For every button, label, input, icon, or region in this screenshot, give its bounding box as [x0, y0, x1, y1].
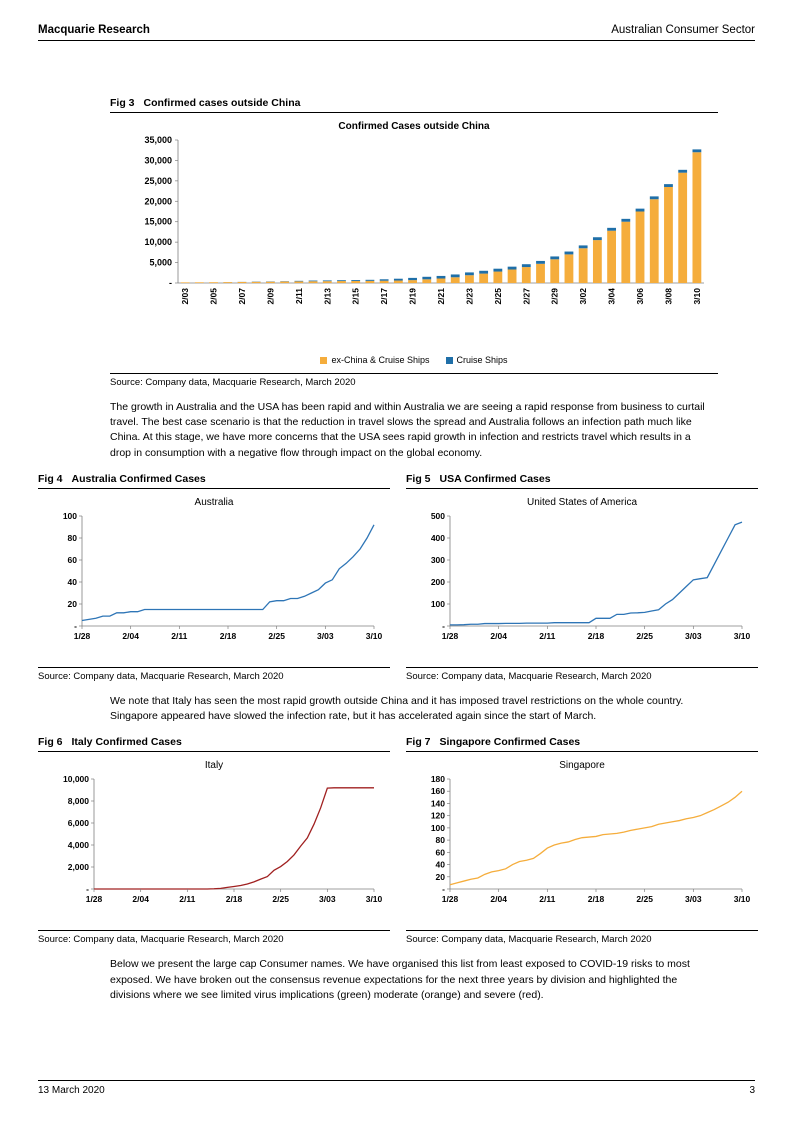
legend-item-exchina [320, 355, 429, 365]
svg-text:10,000: 10,000 [144, 237, 172, 248]
svg-text:2/18: 2/18 [219, 630, 237, 641]
svg-text:2/18: 2/18 [587, 630, 605, 641]
figure-7-title: Singapore Confirmed Cases [439, 736, 581, 749]
svg-text:60: 60 [435, 847, 445, 858]
svg-text:2/04: 2/04 [490, 894, 507, 905]
svg-text:80: 80 [67, 532, 77, 543]
svg-text:2/04: 2/04 [132, 894, 149, 905]
svg-text:3/10: 3/10 [733, 630, 751, 641]
figure-3-legend [110, 355, 718, 365]
figure-4-number: Fig 4 [38, 472, 63, 485]
figure-7-svg [406, 773, 758, 913]
figure-5-source: Source: Company data, Macquarie Research, March 2020 [406, 667, 758, 682]
svg-text:20: 20 [435, 872, 445, 883]
svg-text:3/02: 3/02 [578, 288, 589, 305]
figure-4-caption [38, 473, 390, 488]
figure-6-source: Source: Company data, Macquarie Research, March 2020 [38, 930, 390, 945]
svg-text:2/04: 2/04 [490, 630, 507, 641]
figure-6-title-divider [38, 751, 390, 752]
figure-3-number: Fig 3 [110, 97, 135, 109]
header-left-title: Macquarie Research [38, 24, 150, 36]
svg-text:40: 40 [435, 859, 445, 870]
svg-text:2/25: 2/25 [492, 288, 503, 305]
svg-text:3/03: 3/03 [319, 894, 336, 905]
figure-5-svg [406, 510, 758, 650]
header-divider [38, 40, 755, 41]
figure-7-chart [406, 773, 758, 928]
paragraph-3: Below we present the large cap Consumer names. We have organised this list from least exposed to COVID-19 risks to most exposed. We have broken out the consensus revenue expectations for the next three years by division and highlighted the divisions where we see limited virus implications (green) moderate (orange) and severe (red). [110, 958, 690, 1001]
svg-text:-: - [74, 620, 77, 631]
figure-4-svg [38, 510, 390, 650]
figure-4-source: Source: Company data, Macquarie Research, March 2020 [38, 667, 390, 682]
figure-3-chart-title: Confirmed Cases outside China [338, 121, 490, 132]
svg-text:120: 120 [430, 810, 445, 821]
figure-6-block [38, 736, 390, 945]
figure-6-chart-title: Italy [204, 760, 224, 772]
legend-item-cruise [446, 355, 508, 365]
svg-text:4,000: 4,000 [67, 840, 89, 851]
svg-text:180: 180 [430, 774, 445, 785]
legend-label-exchina: ex-China & Cruise Ships [331, 355, 430, 365]
svg-text:2/21: 2/21 [436, 288, 446, 305]
svg-text:300: 300 [430, 554, 445, 565]
footer-date: 13 March 2020 [38, 1085, 105, 1096]
paragraph-2: We note that Italy has seen the most rapid growth outside China and it has imposed travel restrictions on the whole country. Singapore appeared have slowed the infection rate, but it has accelerated again since the start of March. [110, 694, 684, 723]
svg-text:2/09: 2/09 [265, 288, 276, 305]
figure-5-title-divider [406, 488, 758, 489]
svg-text:200: 200 [430, 576, 445, 587]
svg-text:2/11: 2/11 [293, 288, 304, 305]
svg-text:3/10: 3/10 [691, 288, 702, 305]
footer-page-number: 3 [749, 1085, 755, 1096]
figure-5-number: Fig 5 [406, 472, 431, 485]
svg-text:2/03: 2/03 [180, 288, 191, 305]
svg-text:2,000: 2,000 [67, 862, 89, 873]
footer-divider [38, 1080, 755, 1096]
svg-text:1/28: 1/28 [73, 630, 91, 641]
svg-text:35,000: 35,000 [144, 135, 172, 145]
svg-text:2/07: 2/07 [236, 288, 247, 305]
figure-4-chart [38, 510, 390, 665]
svg-text:1/28: 1/28 [85, 894, 103, 905]
svg-text:3/03: 3/03 [317, 630, 334, 641]
svg-text:100: 100 [62, 510, 77, 521]
figures-6-7-row [38, 736, 755, 945]
svg-text:3/10: 3/10 [365, 630, 383, 641]
svg-text:2/11: 2/11 [171, 630, 188, 641]
figure-7-caption [406, 736, 758, 751]
figure-7-source: Source: Company data, Macquarie Research, March 2020 [406, 930, 758, 945]
svg-text:8,000: 8,000 [67, 796, 89, 807]
figure-3-title: Confirmed cases outside China [143, 97, 301, 109]
svg-text:3/03: 3/03 [685, 894, 702, 905]
svg-text:10,000: 10,000 [63, 774, 89, 785]
svg-text:-: - [442, 884, 445, 895]
svg-text:20,000: 20,000 [144, 196, 172, 207]
paragraph-1: The growth in Australia and the USA has been rapid and within Australia we are seeing a rapid response from business to curtail travel. The best case scenario is that the reduction in travel slows the spread and Australia follows an infection path much like China. At this stage, we have more concerns that the USA sees rapid growth in infection and restricts travel which results in a drop in consumption with a negative flow through impact on the global economy. [110, 401, 705, 459]
figure-5-title: USA Confirmed Cases [439, 472, 551, 485]
svg-text:400: 400 [430, 532, 445, 543]
svg-text:-: - [169, 278, 172, 288]
figure-3-block [110, 97, 718, 388]
figure-7-chart-title: Singapore [559, 760, 605, 772]
svg-text:2/17: 2/17 [379, 288, 390, 305]
svg-text:-: - [442, 620, 445, 631]
svg-text:3/04: 3/04 [606, 288, 617, 305]
svg-text:3/10: 3/10 [365, 894, 383, 905]
svg-text:2/19: 2/19 [407, 288, 418, 305]
figure-5-caption [406, 473, 758, 488]
svg-text:3/06: 3/06 [635, 288, 646, 305]
figure-7-block [406, 736, 758, 945]
figures-4-5-row [38, 473, 755, 682]
figure-7-number: Fig 7 [406, 736, 431, 749]
svg-text:2/25: 2/25 [268, 630, 285, 641]
legend-swatch-cruise [446, 357, 453, 364]
figure-4-block [38, 473, 390, 682]
figure-3-source: Source: Company data, Macquarie Research, March 2020 [110, 373, 718, 388]
svg-text:15,000: 15,000 [144, 216, 172, 227]
svg-text:2/11: 2/11 [179, 894, 196, 905]
svg-text:2/29: 2/29 [549, 288, 560, 305]
svg-text:2/04: 2/04 [122, 630, 139, 641]
svg-text:1/28: 1/28 [441, 894, 459, 905]
svg-text:100: 100 [430, 823, 445, 834]
figure-7-title-divider [406, 751, 758, 752]
svg-text:3/08: 3/08 [663, 288, 674, 305]
svg-text:2/23: 2/23 [464, 288, 475, 305]
svg-text:6,000: 6,000 [67, 818, 89, 829]
figure-6-title: Italy Confirmed Cases [71, 736, 182, 749]
svg-text:2/18: 2/18 [587, 894, 605, 905]
svg-text:3/10: 3/10 [733, 894, 751, 905]
svg-text:40: 40 [67, 576, 77, 587]
figure-6-svg [38, 773, 390, 913]
page-footer [38, 1080, 755, 1096]
figure-4-title-divider [38, 488, 390, 489]
figure-3-caption [110, 97, 718, 112]
svg-text:100: 100 [430, 598, 445, 609]
svg-text:3/03: 3/03 [685, 630, 702, 641]
svg-text:140: 140 [430, 798, 445, 809]
figure-5-block [406, 473, 758, 682]
svg-text:2/11: 2/11 [539, 894, 556, 905]
figure-6-number: Fig 6 [38, 736, 63, 749]
header-right-title: Australian Consumer Sector [611, 24, 755, 36]
svg-text:2/25: 2/25 [636, 894, 653, 905]
figure-4-title: Australia Confirmed Cases [71, 472, 206, 485]
svg-text:2/18: 2/18 [225, 894, 243, 905]
figure-6-chart [38, 773, 390, 928]
svg-text:-: - [86, 884, 89, 895]
svg-text:2/25: 2/25 [636, 630, 653, 641]
legend-swatch-exchina [320, 357, 327, 364]
legend-label-cruise: Cruise Ships [456, 355, 508, 365]
figure-3-svg [110, 134, 718, 329]
svg-text:2/27: 2/27 [521, 288, 532, 305]
svg-text:30,000: 30,000 [144, 155, 172, 166]
figure-6-caption [38, 736, 390, 751]
figure-3-title-divider [110, 112, 718, 113]
svg-text:2/13: 2/13 [322, 288, 333, 305]
figure-5-chart-title: United States of America [526, 496, 638, 508]
page-header [38, 0, 755, 36]
figure-4-chart-title: Australia [194, 496, 234, 508]
svg-text:5,000: 5,000 [149, 257, 172, 268]
svg-text:2/11: 2/11 [539, 630, 556, 641]
figure-3-chart [110, 134, 718, 349]
svg-text:1/28: 1/28 [441, 630, 459, 641]
svg-text:2/15: 2/15 [350, 288, 361, 305]
svg-text:60: 60 [67, 554, 77, 565]
svg-text:25,000: 25,000 [144, 175, 172, 186]
svg-text:2/05: 2/05 [208, 288, 219, 305]
figure-5-chart [406, 510, 758, 665]
svg-text:160: 160 [430, 786, 445, 797]
svg-text:80: 80 [435, 835, 445, 846]
svg-text:500: 500 [430, 510, 445, 521]
svg-text:20: 20 [67, 598, 77, 609]
svg-text:2/25: 2/25 [272, 894, 289, 905]
